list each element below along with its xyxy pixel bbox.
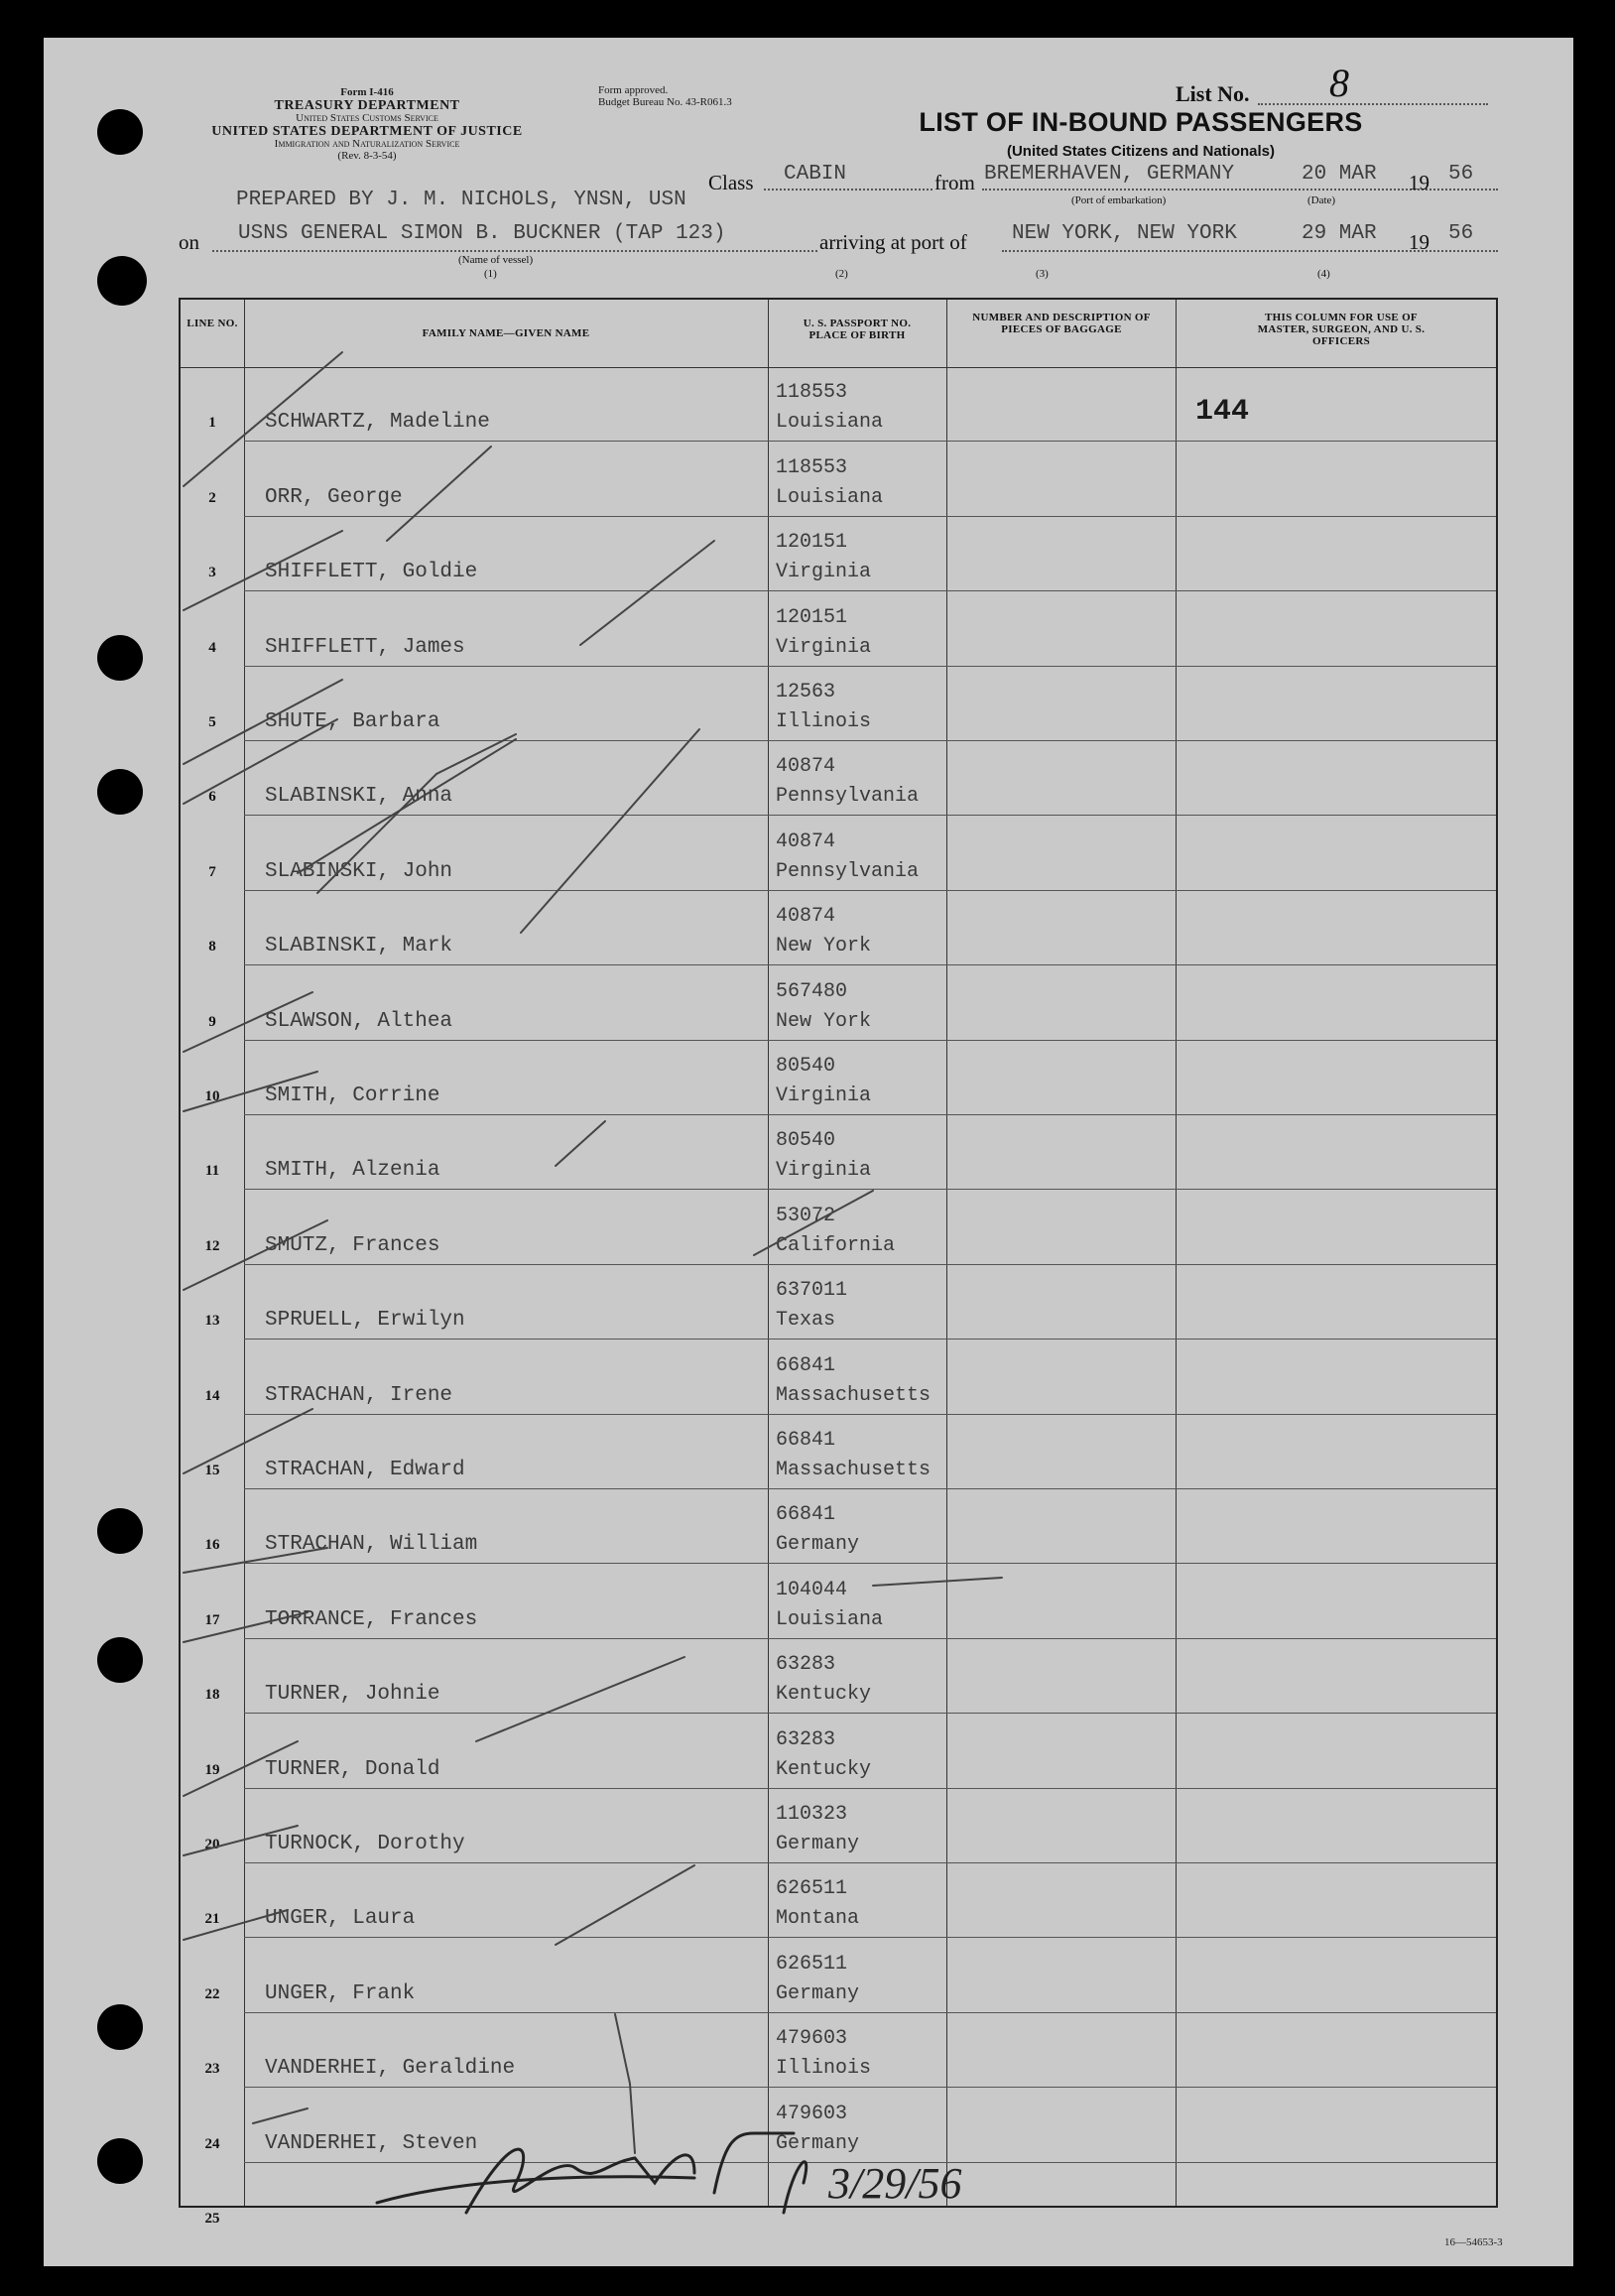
- passport-number: 479603: [776, 2027, 848, 2051]
- binder-hole: [97, 1508, 143, 1554]
- passport-number: 53072: [776, 1204, 836, 1227]
- line-number: 18: [204, 1687, 220, 1704]
- passenger-name: SPRUELL, Erwilyn: [265, 1309, 465, 1333]
- col-header-name: FAMILY NAME—GIVEN NAME: [422, 327, 590, 339]
- binder-hole: [97, 2004, 143, 2050]
- table-row: [181, 1339, 1496, 1414]
- departure-year-prefix: 19: [1409, 171, 1429, 194]
- passenger-name: VANDERHEI, Steven: [265, 2131, 478, 2155]
- binder-hole: [97, 256, 147, 306]
- place-of-birth: Texas: [776, 1309, 836, 1333]
- place-of-birth: Kentucky: [776, 1757, 872, 1781]
- passenger-name: SLAWSON, Althea: [265, 1009, 453, 1033]
- passenger-name: TURNOCK, Dorothy: [265, 1832, 465, 1855]
- line-number: 24: [204, 2135, 220, 2152]
- passport-number: 626511: [776, 1952, 848, 1976]
- place-of-birth: New York: [776, 1009, 872, 1033]
- line-number: 22: [204, 1985, 220, 2002]
- vessel-caption: (Name of vessel): [458, 254, 534, 266]
- table-row: [181, 1863, 1496, 1938]
- passport-number: 118553: [776, 381, 848, 405]
- passenger-name: UNGER, Laura: [265, 1907, 416, 1931]
- passport-number: 567480: [776, 979, 848, 1003]
- binder-hole: [97, 635, 143, 681]
- prepared-by: PREPARED BY J. M. NICHOLS, YNSN, USN: [236, 189, 686, 211]
- line-number: 6: [208, 789, 216, 806]
- passport-number: 12563: [776, 680, 836, 703]
- col-header-line-no: LINE NO.: [186, 318, 238, 329]
- place-of-birth: Louisiana: [776, 1607, 884, 1631]
- place-of-birth: Louisiana: [776, 485, 884, 509]
- passenger-name: SHUTE, Barbara: [265, 709, 440, 733]
- table-row: [181, 1041, 1496, 1115]
- list-number-line: [1258, 103, 1488, 105]
- embarkation-caption: (Port of embarkation): [1071, 194, 1167, 206]
- line-number: 2: [208, 489, 216, 506]
- signature-date: 3/29/56: [828, 2159, 962, 2208]
- table-row: [181, 1639, 1496, 1714]
- line-number: 12: [204, 1237, 220, 1254]
- column-number-4: (4): [1317, 268, 1330, 280]
- binder-hole: [97, 109, 143, 155]
- place-of-birth: New York: [776, 935, 872, 958]
- line-number: 14: [204, 1387, 220, 1404]
- passport-number: 80540: [776, 1054, 836, 1078]
- passport-number: 66841: [776, 1503, 836, 1527]
- officer-note: 144: [1195, 395, 1250, 429]
- line-number: 19: [204, 1761, 220, 1778]
- table-row: [181, 816, 1496, 890]
- approval-block: [598, 85, 732, 108]
- arrival-year: 56: [1448, 222, 1474, 245]
- passenger-table: [179, 298, 1498, 2227]
- column-number-1: (1): [484, 268, 497, 280]
- passport-number: 66841: [776, 1353, 836, 1377]
- passport-number: 80540: [776, 1129, 836, 1153]
- date-caption: (Date): [1307, 194, 1336, 206]
- line-number: 16: [204, 1537, 220, 1554]
- passport-number: 104044: [776, 1578, 848, 1601]
- passenger-name: SMITH, Corrine: [265, 1084, 440, 1107]
- revision: (Rev. 8-3-54): [337, 150, 397, 163]
- table-row: [181, 1415, 1496, 1489]
- table-row: [181, 1789, 1496, 1863]
- line-number: 25: [204, 2210, 220, 2227]
- line-number: 15: [204, 1462, 220, 1478]
- line-number: 23: [204, 2061, 220, 2078]
- passenger-name: TORRANCE, Frances: [265, 1607, 478, 1631]
- table-row: [181, 1489, 1496, 1564]
- form-approved: Form approved.: [598, 84, 669, 96]
- passport-number: 120151: [776, 531, 848, 555]
- line-number: 5: [208, 713, 216, 730]
- passport-number: 63283: [776, 1727, 836, 1751]
- class-value: CABIN: [784, 163, 847, 186]
- table-row: [181, 891, 1496, 965]
- line-number: 20: [204, 1836, 220, 1852]
- table-row: [181, 367, 1496, 442]
- column-number-2: (2): [835, 268, 848, 280]
- passenger-name: SLABINSKI, Mark: [265, 935, 453, 958]
- table-row: [181, 1714, 1496, 1788]
- place-of-birth: Illinois: [776, 709, 872, 733]
- table-row: [181, 591, 1496, 666]
- binder-hole: [97, 769, 143, 815]
- line-number: 1: [208, 415, 216, 432]
- place-of-birth: Illinois: [776, 2057, 872, 2081]
- place-of-birth: Virginia: [776, 561, 872, 584]
- passenger-name: ORR, George: [265, 485, 403, 509]
- passenger-name: SLABINSKI, John: [265, 859, 453, 883]
- col-header-officers: THIS COLUMN FOR USE OF MASTER, SURGEON, AND U. S. OFFICERS: [1257, 312, 1426, 348]
- col-header-baggage: NUMBER AND DESCRIPTION OF PIECES OF BAGGAGE: [972, 312, 1151, 336]
- passenger-name: SLABINSKI, Anna: [265, 785, 453, 809]
- line-number: 7: [208, 863, 216, 880]
- list-number-label: List No.: [1176, 81, 1250, 106]
- line-number: 17: [204, 1611, 220, 1628]
- passport-number: 110323: [776, 1802, 848, 1826]
- table-row: [181, 1265, 1496, 1339]
- place-of-birth: Germany: [776, 1832, 860, 1855]
- agency-block: [169, 87, 565, 163]
- place-of-birth: Virginia: [776, 635, 872, 659]
- table-row: [181, 517, 1496, 591]
- passenger-name: SCHWARTZ, Madeline: [265, 411, 490, 435]
- list-number-value: 8: [1329, 61, 1349, 105]
- passport-number: 66841: [776, 1428, 836, 1452]
- passport-number: 637011: [776, 1279, 848, 1303]
- table-row: [181, 1938, 1496, 2012]
- justice-department: UNITED STATES DEPARTMENT OF JUSTICE: [211, 123, 523, 139]
- arriving-label: arriving at port of: [819, 230, 967, 254]
- embarkation-port: BREMERHAVEN, GERMANY: [984, 163, 1235, 186]
- passport-number: 40874: [776, 905, 836, 929]
- line-number: 4: [208, 639, 216, 656]
- place-of-birth: Louisiana: [776, 411, 884, 435]
- class-line: [764, 189, 932, 191]
- table-row: [181, 667, 1496, 741]
- table-row: [181, 741, 1496, 816]
- table-row: [181, 1115, 1496, 1190]
- table-row: [181, 442, 1496, 516]
- place-of-birth: Germany: [776, 1533, 860, 1557]
- col-header-passport: U. S. PASSPORT NO. PLACE OF BIRTH: [803, 318, 912, 342]
- passenger-name: STRACHAN, Irene: [265, 1383, 453, 1407]
- line-number: 3: [208, 565, 216, 581]
- class-label: Class: [708, 171, 754, 194]
- passenger-name: SMITH, Alzenia: [265, 1159, 440, 1183]
- binder-hole: [97, 1637, 143, 1683]
- passenger-name: STRACHAN, Edward: [265, 1458, 465, 1481]
- from-label: from: [934, 171, 975, 194]
- passport-number: 120151: [776, 605, 848, 629]
- line-number: 10: [204, 1087, 220, 1104]
- table-row: [181, 1190, 1496, 1264]
- place-of-birth: Montana: [776, 1907, 860, 1931]
- departure-date: 20 MAR: [1302, 163, 1377, 186]
- place-of-birth: Massachusetts: [776, 1383, 932, 1407]
- passenger-name: SMUTZ, Frances: [265, 1233, 440, 1257]
- passenger-name: TURNER, Donald: [265, 1757, 440, 1781]
- vessel-name: USNS GENERAL SIMON B. BUCKNER (TAP 123): [238, 222, 726, 245]
- place-of-birth: Pennsylvania: [776, 859, 920, 883]
- customs-service: United States Customs Service: [296, 112, 438, 125]
- place-of-birth: Kentucky: [776, 1683, 872, 1707]
- place-of-birth: Virginia: [776, 1084, 872, 1107]
- column-number-3: (3): [1036, 268, 1049, 280]
- passport-number: 63283: [776, 1653, 836, 1677]
- line-number: 21: [204, 1911, 220, 1928]
- place-of-birth: Massachusetts: [776, 1458, 932, 1481]
- line-number: 8: [208, 939, 216, 956]
- table-row: [181, 2088, 1496, 2162]
- passenger-name: TURNER, Johnie: [265, 1683, 440, 1707]
- passenger-name: UNGER, Frank: [265, 1981, 416, 2005]
- table-body: [181, 367, 1496, 2227]
- treasury-department: TREASURY DEPARTMENT: [274, 97, 460, 113]
- place-of-birth: Germany: [776, 2131, 860, 2155]
- line-number: 9: [208, 1013, 216, 1030]
- place-of-birth: Germany: [776, 1981, 860, 2005]
- form-number: Form I-416: [340, 86, 394, 98]
- passport-number: 479603: [776, 2102, 848, 2125]
- table-row: [181, 2013, 1496, 2088]
- table-row: [181, 1564, 1496, 1638]
- departure-year: 56: [1448, 163, 1474, 186]
- form-subtitle: (United States Citizens and Nationals): [1006, 143, 1276, 160]
- place-of-birth: Pennsylvania: [776, 785, 920, 809]
- arrival-port: NEW YORK, NEW YORK: [1012, 222, 1237, 245]
- line-number: 11: [204, 1163, 220, 1180]
- arrival-year-prefix: 19: [1409, 230, 1429, 254]
- passenger-name: VANDERHEI, Geraldine: [265, 2057, 516, 2081]
- immigration-service: Immigration and Naturalization Service: [274, 138, 460, 151]
- arrival-date: 29 MAR: [1302, 222, 1377, 245]
- table-row: [181, 965, 1496, 1040]
- binder-hole: [97, 2138, 143, 2184]
- passenger-name: SHIFFLETT, James: [265, 635, 465, 659]
- vessel-line: [212, 250, 817, 252]
- on-label: on: [179, 230, 199, 254]
- form-code: 16—54653-3: [1444, 2236, 1503, 2248]
- table-row: [181, 2163, 1496, 2237]
- passport-number: 40874: [776, 755, 836, 779]
- passport-number: 40874: [776, 829, 836, 853]
- passport-number: 118553: [776, 455, 848, 479]
- place-of-birth: California: [776, 1233, 896, 1257]
- passenger-name: STRACHAN, William: [265, 1533, 478, 1557]
- line-number: 13: [204, 1313, 220, 1330]
- place-of-birth: Virginia: [776, 1159, 872, 1183]
- passport-number: 626511: [776, 1877, 848, 1901]
- passenger-name: SHIFFLETT, Goldie: [265, 561, 478, 584]
- form-title: LIST OF IN-BOUND PASSENGERS: [919, 107, 1363, 137]
- budget-bureau: Budget Bureau No. 43-R061.3: [598, 95, 732, 108]
